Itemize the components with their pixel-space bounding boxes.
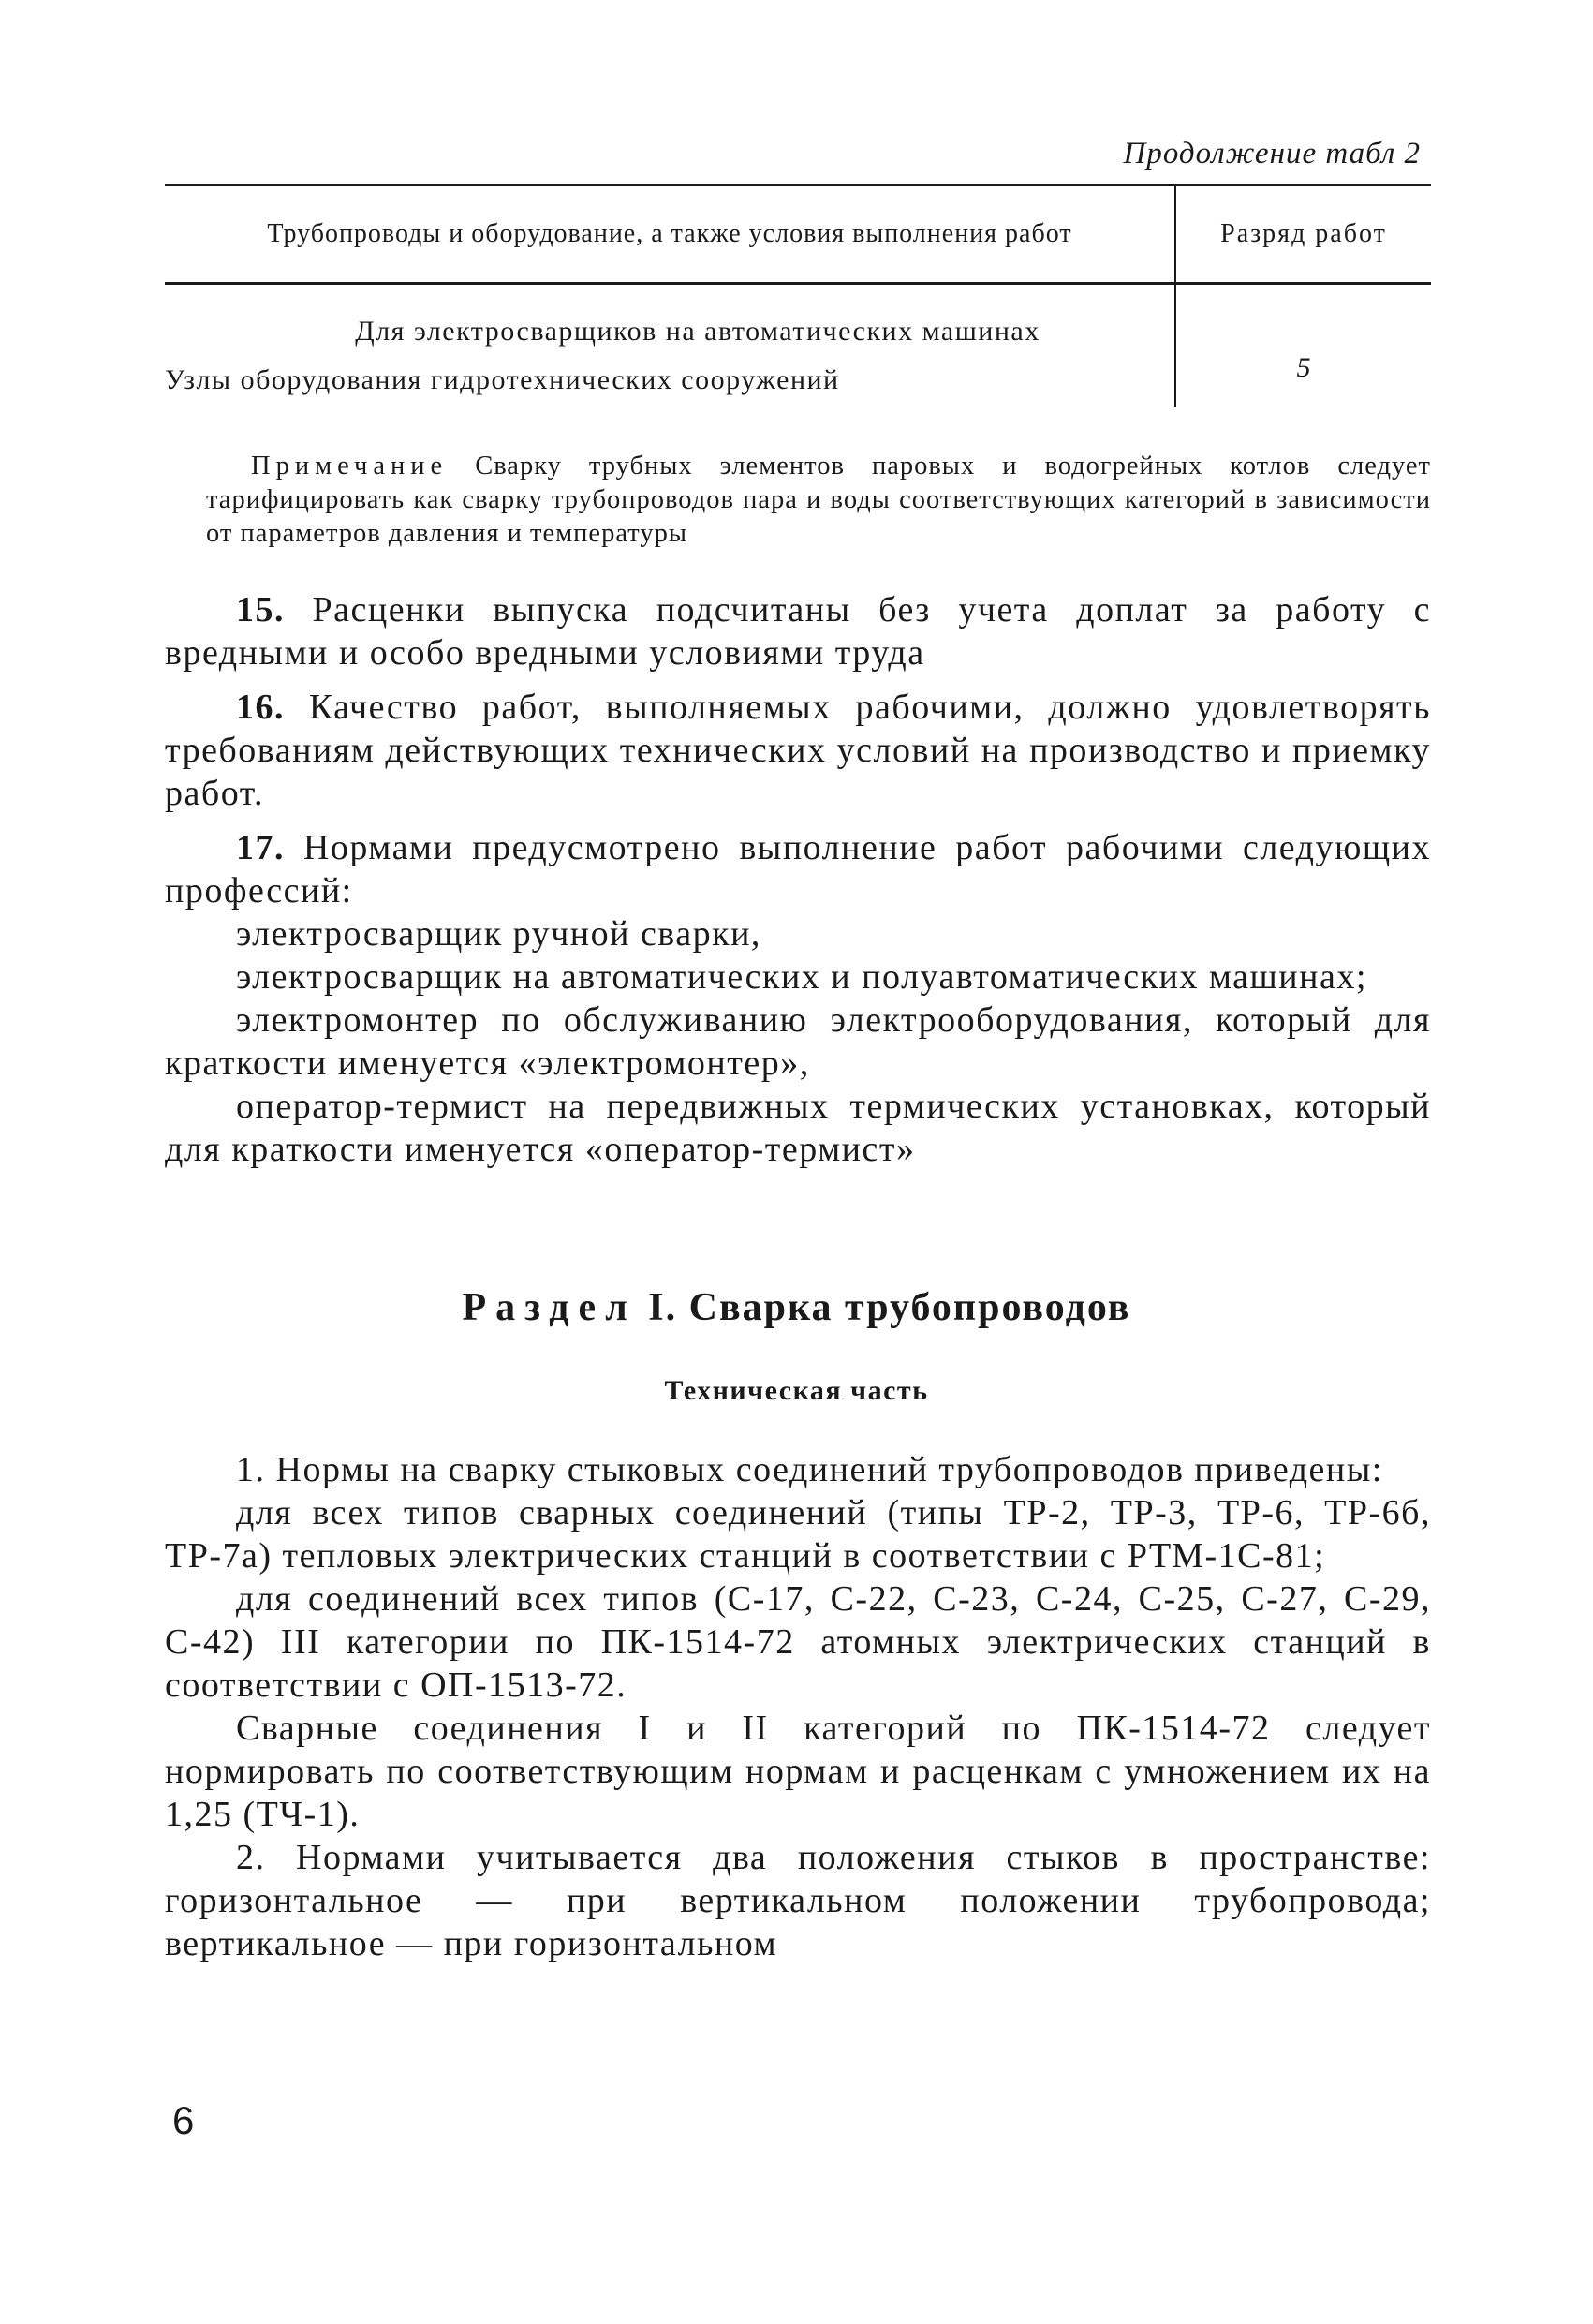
table-item-row: Узлы оборудования гидротехнических сооружений <box>165 364 840 395</box>
section-title: I. Сварка трубопроводов <box>636 1286 1131 1329</box>
table-note <box>206 450 1431 551</box>
page-number: 6 <box>172 2098 195 2142</box>
paragraph-15 <box>165 588 1431 674</box>
rates-table <box>165 184 1431 412</box>
paragraph-16-text: Качество работ, выполняемых рабочими, должно удовлетворять требованиям действующих технических условий на производство и приемку работ. <box>165 688 1431 813</box>
body-cell-grade <box>1174 285 1431 407</box>
technical-part <box>165 1448 1431 1965</box>
table-body <box>165 285 1431 412</box>
paragraph-16-number: 16. <box>236 688 285 727</box>
general-provisions <box>165 588 1431 1171</box>
paragraph-15-text: Расценки выпуска подсчитаны без учета доплат за работу с вредными и особо вредными условиями труда <box>165 590 1431 673</box>
table-section-row: Для электросварщиков на автоматических машинах <box>355 316 1040 347</box>
section-subheading: Техническая часть <box>664 1375 929 1406</box>
paragraph-17-number: 17. <box>236 828 285 867</box>
body-cell-left <box>165 285 1174 412</box>
note-text: Сварку трубных элементов паровых и водогрейных котлов следует тарифицировать как сварку трубопроводов пара и воды соответствующих категорий в зависимости от параметров давления и температуры <box>206 451 1431 548</box>
table-continuation-label: Продолжение табл 2 <box>1123 137 1421 170</box>
profession-2: электросварщик на автоматических и полуавтоматических машинах; <box>236 957 1367 997</box>
paragraph-17 <box>165 826 1431 912</box>
table-header <box>165 186 1431 282</box>
grade-value: 5 <box>1296 352 1311 383</box>
header-cell-grade <box>1174 186 1431 282</box>
tech-item-1: 1. Нормы на сварку стыковых соединений трубопроводов приведены: <box>236 1450 1383 1489</box>
paragraph-16 <box>165 686 1431 815</box>
section-heading <box>0 1285 1593 1330</box>
paragraph-15-number: 15. <box>236 590 285 629</box>
tech-item-1b: для соединений всех типов (С-17, С-22, С-23, С-24, С-25, С-27, С-29, С-42) III категории по ПК-1514-72 атомных электрических станций в соответствии с ОП-1513-72. <box>165 1579 1431 1705</box>
tech-item-1c: Сварные соединения I и II категорий по ПК-1514-72 следует нормировать по соответствующим нормам и расценкам с умножением их на 1,25 (ТЧ-1). <box>165 1709 1431 1834</box>
header-grade-label: Разряд работ <box>1220 219 1387 248</box>
profession-3: электромонтер по обслуживанию электрооборудования, который для краткости именуется «электромонтер», <box>165 1000 1431 1083</box>
profession-1: электросварщик ручной сварки, <box>236 914 761 954</box>
tech-item-2: 2. Нормами учитывается два положения стыков в пространстве: горизонтальное — при вертикальном положении трубопровода; вертикальное — при горизонтальном <box>165 1838 1431 1963</box>
header-cell-pipelines: Трубопроводы и оборудование, а также условия выполнения работ <box>267 219 1072 248</box>
tech-item-1a: для всех типов сварных соединений (типы ТР-2, ТР-3, ТР-6, ТР-6б, ТР-7а) тепловых электрических станций в соответствии с РТМ-1С-81; <box>165 1493 1431 1576</box>
note-label: Примечание <box>251 451 449 481</box>
section-label: Раздел <box>462 1286 637 1329</box>
paragraph-17-text: Нормами предусмотрено выполнение работ рабочими следующих профессий: <box>165 828 1431 910</box>
profession-4: оператор-термист на передвижных термических установках, который для краткости именуется «оператор-термист» <box>165 1087 1431 1169</box>
